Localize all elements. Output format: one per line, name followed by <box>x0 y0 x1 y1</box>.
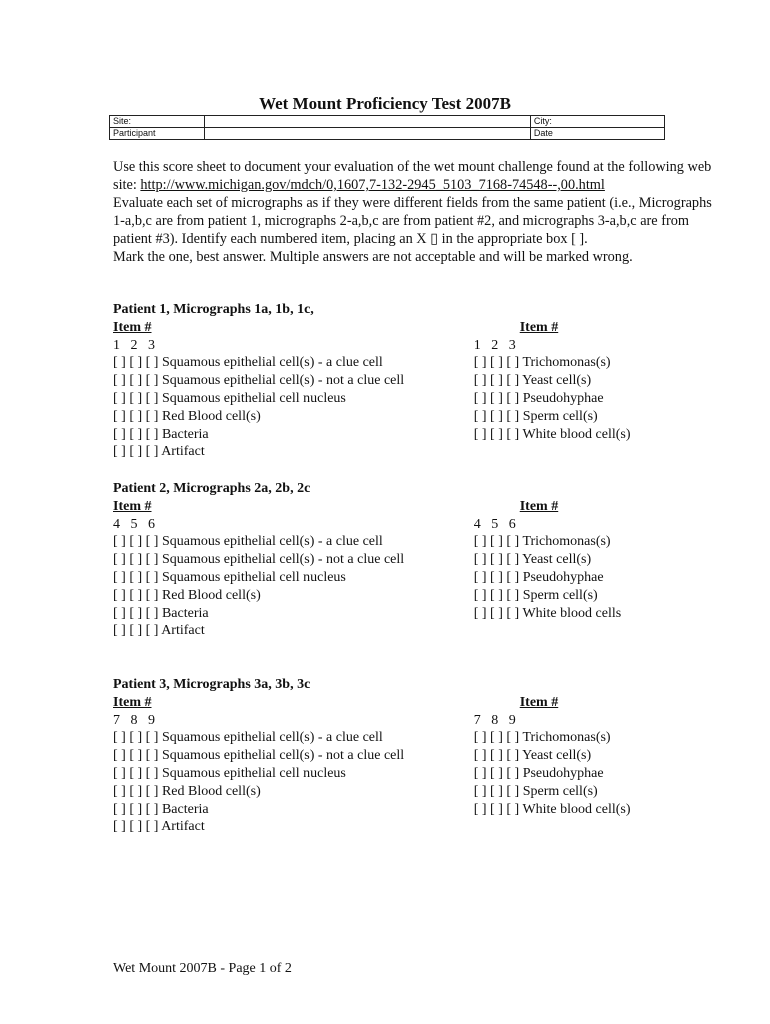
option-row[interactable]: [ ] [ ] [ ] Sperm cell(s) <box>473 408 598 424</box>
option-row[interactable]: [ ] [ ] [ ] Red Blood cell(s) <box>113 408 261 424</box>
option-row[interactable]: [ ] [ ] [ ] Yeast cell(s) <box>473 552 592 568</box>
option-row[interactable]: [ ] [ ] [ ] Bacteria <box>113 801 209 817</box>
option-row[interactable]: [ ] [ ] [ ] Squamous epithelial cell nucleus <box>113 390 346 406</box>
item-header: Item # <box>519 694 559 710</box>
item-numbers: 1 2 3 <box>113 337 155 353</box>
patient-1-section <box>113 301 673 461</box>
item-numbers: 7 8 9 <box>113 712 155 728</box>
site-field[interactable] <box>204 116 530 128</box>
right-options <box>474 694 673 836</box>
item-header: Item # <box>113 694 152 710</box>
option-row[interactable]: [ ] [ ] [ ] White blood cell(s) <box>473 801 631 817</box>
item-header: Item # <box>113 498 152 514</box>
instructions-text: Use this score sheet to document your evaluation of the wet mount challenge found at the following web site: <box>113 159 712 193</box>
option-row[interactable]: [ ] [ ] [ ] Yeast cell(s) <box>473 748 592 764</box>
option-row[interactable]: [ ] [ ] [ ] Squamous epithelial cell(s) - not a clue cell <box>113 373 405 389</box>
participant-field[interactable] <box>204 128 530 140</box>
option-row[interactable]: [ ] [ ] [ ] Pseudohyphae <box>473 765 604 781</box>
participant-label: Participant <box>110 128 205 140</box>
option-row[interactable]: [ ] [ ] [ ] Bacteria <box>113 605 209 621</box>
option-row[interactable]: [ ] [ ] [ ] Squamous epithelial cell(s) - a clue cell <box>113 355 383 371</box>
option-row[interactable]: [ ] [ ] [ ] Artifact <box>113 819 205 835</box>
section-title: Patient 3, Micrographs 3a, 3b, 3c <box>113 677 311 692</box>
option-row[interactable]: [ ] [ ] [ ] Bacteria <box>113 426 209 442</box>
left-options <box>113 319 474 461</box>
option-row[interactable]: [ ] [ ] [ ] Trichomonas(s) <box>473 730 611 746</box>
option-row[interactable]: [ ] [ ] [ ] Squamous epithelial cell(s) - not a clue cell <box>113 748 405 764</box>
option-row[interactable]: [ ] [ ] [ ] Squamous epithelial cell(s) - a clue cell <box>113 534 383 550</box>
option-row[interactable]: [ ] [ ] [ ] Sperm cell(s) <box>473 587 598 603</box>
option-row[interactable]: [ ] [ ] [ ] Pseudohyphae <box>473 569 604 585</box>
option-row[interactable]: [ ] [ ] [ ] Red Blood cell(s) <box>113 587 261 603</box>
option-row[interactable]: [ ] [ ] [ ] Pseudohyphae <box>473 390 604 406</box>
item-numbers: 4 5 6 <box>113 516 155 532</box>
right-options <box>474 498 673 640</box>
option-row[interactable]: [ ] [ ] [ ] Artifact <box>113 623 205 639</box>
option-row[interactable]: [ ] [ ] [ ] Trichomonas(s) <box>473 355 611 371</box>
instructions-paragraph-3: Mark the one, best answer. Multiple answers are not acceptable and will be marked wrong. <box>113 249 633 265</box>
option-row[interactable]: [ ] [ ] [ ] Squamous epithelial cell nucleus <box>113 569 346 585</box>
left-options <box>113 694 474 836</box>
option-row[interactable]: [ ] [ ] [ ] White blood cell(s) <box>473 426 631 442</box>
option-row[interactable]: [ ] [ ] [ ] Yeast cell(s) <box>473 373 592 389</box>
city-label: City: <box>530 116 664 128</box>
left-options <box>113 498 474 640</box>
patient-2-section <box>113 480 673 640</box>
option-row[interactable]: [ ] [ ] [ ] Squamous epithelial cell nucleus <box>113 765 346 781</box>
item-header: Item # <box>519 319 559 335</box>
section-title: Patient 1, Micrographs 1a, 1b, 1c, <box>113 302 314 317</box>
document-title: Wet Mount Proficiency Test 2007B <box>259 94 511 113</box>
option-row[interactable]: [ ] [ ] [ ] Trichomonas(s) <box>473 534 611 550</box>
instructions <box>113 158 723 266</box>
option-row[interactable]: [ ] [ ] [ ] Squamous epithelial cell(s) - not a clue cell <box>113 552 405 568</box>
item-header: Item # <box>519 498 559 514</box>
right-options <box>474 319 673 461</box>
challenge-url-link[interactable]: http://www.michigan.gov/mdch/0,1607,7-132-2945_5103_7168-74548--,00.html <box>140 177 605 193</box>
item-numbers: 7 8 9 <box>473 712 516 728</box>
instructions-paragraph-2: Evaluate each set of micrographs as if they were different fields from the same patient (i.e., Micrographs 1-a,b,c are from patient 1, micrographs 2-a,b,c are from patient #2, and micrographs 3-a,b,c are from patient #3). Identify each numbered item, placing an X ▯ in the appropriate box [ ]. <box>113 195 712 247</box>
site-label: Site: <box>110 116 205 128</box>
page-footer: Wet Mount 2007B - Page 1 of 2 <box>113 961 292 976</box>
participant-info-table <box>109 115 665 140</box>
patient-3-section <box>113 676 673 836</box>
option-row[interactable]: [ ] [ ] [ ] Red Blood cell(s) <box>113 783 261 799</box>
instructions-paragraph-1 <box>113 158 723 194</box>
section-title: Patient 2, Micrographs 2a, 2b, 2c <box>113 481 311 496</box>
option-row[interactable]: [ ] [ ] [ ] Sperm cell(s) <box>473 783 598 799</box>
item-numbers: 4 5 6 <box>473 516 516 532</box>
item-header: Item # <box>113 319 152 335</box>
option-row[interactable]: [ ] [ ] [ ] Artifact <box>113 444 205 460</box>
item-numbers: 1 2 3 <box>473 337 516 353</box>
date-label: Date <box>530 128 664 140</box>
option-row[interactable]: [ ] [ ] [ ] White blood cells <box>473 605 622 621</box>
option-row[interactable]: [ ] [ ] [ ] Squamous epithelial cell(s) - a clue cell <box>113 730 383 746</box>
